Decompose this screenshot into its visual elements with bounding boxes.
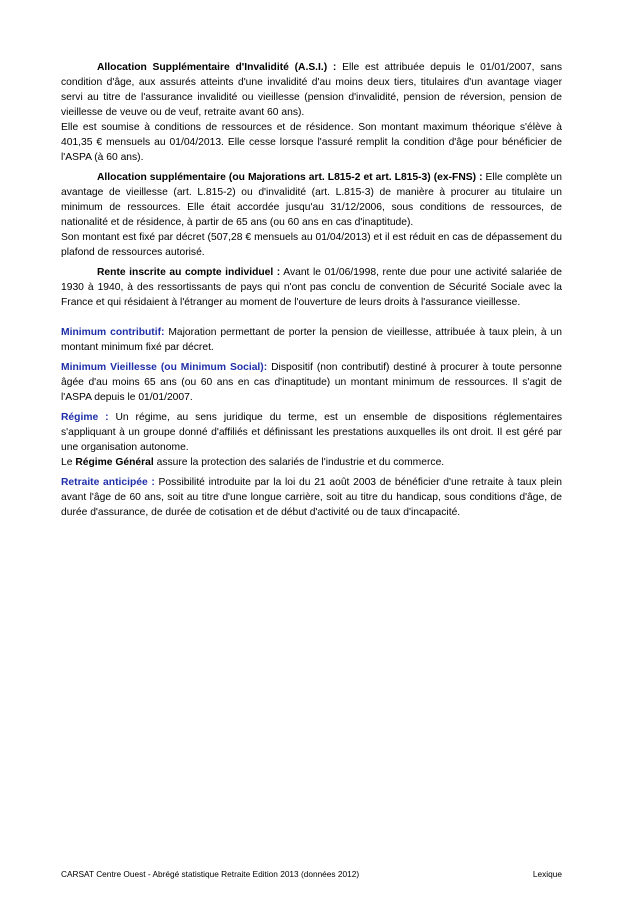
- asi-term: Allocation Supplémentaire d'Invalidité (A.S.I.) :: [97, 62, 337, 73]
- regime-prefix: Le: [61, 457, 76, 468]
- minvieil-text: Dispositif (non contributif) destiné à procurer à toute personne âgée d'au moins 65 ans (ou 60 ans en cas d'inaptitude) un montant minimum de ressources. Il s'agit de l'ASPA depuis le 01/01/2007.: [61, 362, 562, 403]
- regime-text: Un régime, au sens juridique du terme, est un ensemble de dispositions réglementaires s'appliquant à un groupe donné d'affiliés et définissant les prestations auxquelles ils ont droit. Il est géré par une organisation autonome.: [61, 412, 562, 453]
- regime-paragraph-2: [61, 455, 562, 470]
- mincontrib-term: Minimum contributif:: [61, 327, 165, 338]
- retraite-text: Possibilité introduite par la loi du 21 août 2003 de bénéficier d'une retraite à taux plein avant l'âge de 60 ans, soit au titre d'une longue carrière, soit au titre du handicap, sous conditions d'âge, de durée d'assurance, de durée de cotisation et de début d'activité ou de taux d'incapacité.: [61, 477, 562, 518]
- supp-text: Elle complète un avantage de vieillesse (art. L.815-2) ou d'invalidité (art. L.815-3) de manière à procurer au titulaire un minimum de ressources. Elle était accordée jusqu'au 31/12/2006, sous conditions de ressources, de nationalité et de résidence, à partir de 65 ans (ou 60 ans en cas d'inaptitude).: [61, 172, 562, 228]
- asi-paragraph: [61, 60, 562, 120]
- page-footer: [61, 869, 562, 880]
- minvieil-term: Minimum Vieillesse (ou Minimum Social):: [61, 362, 268, 373]
- footer-right: Lexique: [532, 869, 562, 879]
- mincontrib-text: Majoration permettant de porter la pension de vieillesse, attribuée à taux plein, à un montant minimum fixé par décret.: [61, 327, 562, 353]
- document-body: [61, 60, 562, 520]
- asi-text: Elle est attribuée depuis le 01/01/2007, sans condition d'âge, aux assurés atteints d'une invalidité d'au moins deux tiers, titulaires d'un avantage viager servi au titre de l'assurance invalidité ou vieillesse (pension d'invalidité, pension de réversion, pension de vieillesse de veuve ou de veuf, retraite avant 60 ans).: [61, 62, 562, 118]
- regime-paragraph: [61, 410, 562, 455]
- retraite-term: Retraite anticipée :: [61, 477, 155, 488]
- rente-paragraph: [61, 265, 562, 310]
- supp-paragraph-2: Son montant est fixé par décret (507,28 € mensuels au 01/04/2013) et il est réduit en cas de dépassement du plafond de ressources autorisé.: [61, 232, 562, 258]
- supp-paragraph: [61, 170, 562, 230]
- minvieil-paragraph: [61, 360, 562, 405]
- regime-general-term: Régime Général: [75, 457, 154, 468]
- mincontrib-paragraph: [61, 325, 562, 355]
- retraite-paragraph: [61, 475, 562, 520]
- regime-suffix: assure la protection des salariés de l'industrie et du commerce.: [153, 457, 445, 468]
- rente-text: Avant le 01/06/1998, rente due pour une activité salariée de 1930 à 1940, à des ressortissants de pays qui n'ont pas conclu de convention de Sécurité Sociale avec la France et qui résidaient à l'étranger au moment de l'ouverture de leurs droits à l'assurance vieillesse.: [61, 267, 562, 308]
- supp-term: Allocation supplémentaire (ou Majorations art. L815-2 et art. L815-3) (ex-FNS) :: [97, 172, 483, 183]
- asi-paragraph-2: Elle est soumise à conditions de ressources et de résidence. Son montant maximum théorique s'élève à 401,35 € mensuels au 01/04/2013. Elle cesse lorsque l'assuré remplit la condition d'âge pour bénéficier de l'ASPA (à 60 ans).: [61, 122, 562, 163]
- regime-term: Régime :: [61, 412, 109, 423]
- footer-left: CARSAT Centre Ouest - Abrégé statistique Retraite Edition 2013 (données 2012): [61, 869, 360, 879]
- rente-term: Rente inscrite au compte individuel :: [97, 267, 281, 278]
